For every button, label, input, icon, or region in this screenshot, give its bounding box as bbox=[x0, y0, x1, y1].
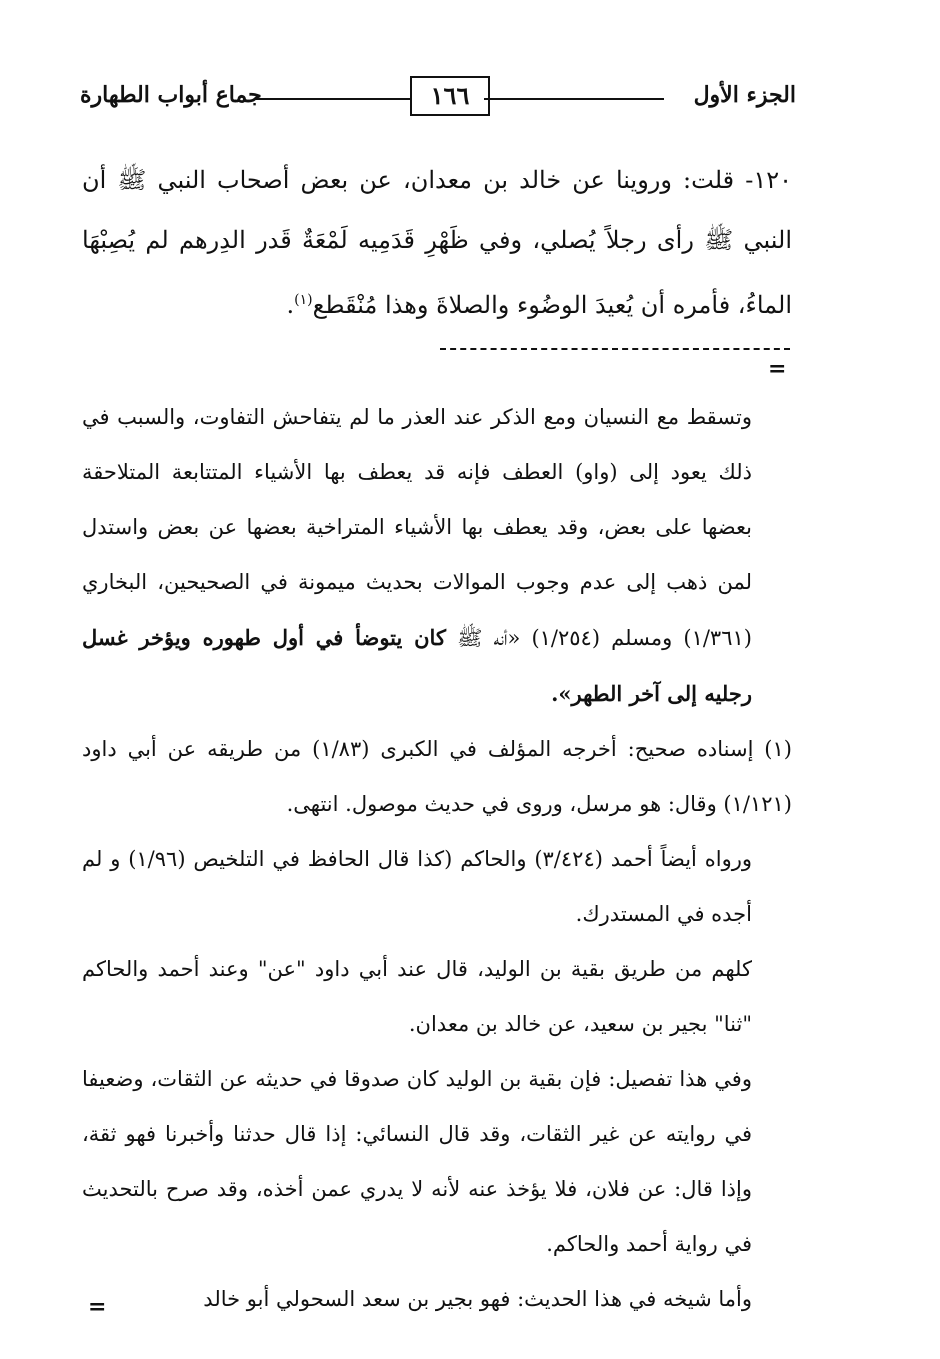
continuation-mark-bottom: = bbox=[88, 1294, 107, 1320]
hadith-text: ١٢٠- قلت: وروينا عن خالد بن معدان، عن بعض أصحاب النبي ﷺ أن النبي ﷺ رأى رجلاً يُصلي، وفي ظَهْرِ قَدَمِيه لَمْعَةٌ قَدر الدِرهم لم يُصِبْهَا الماءُ، فأمره أن يُعيدَ الوضُوء والصلاةَ وهذا مُنْقَطع bbox=[82, 166, 792, 319]
continued-note-bold: كان يتوضأ في أول طهوره ويؤخر غسل رجليه إلى آخر الطهر». bbox=[82, 625, 752, 706]
footnote-1-line-1: (١) إسناده صحيح: أخرجه المؤلف في الكبرى (١/٨٣) من طريقه عن أبي داود (١/١٢١) وقال: هو مرسل، وروى في حديث موصول. انتهى. bbox=[82, 737, 792, 816]
page-number: ١٦٦ bbox=[410, 76, 490, 116]
book-part-label: الجزء الأول bbox=[693, 82, 796, 108]
footnote-reference: (١) bbox=[294, 292, 313, 308]
footnote-1-line-5: وأما شيخه في هذا الحديث: فهو بجير بن سعد السحولي أبو خالد bbox=[203, 1287, 752, 1311]
footnotes bbox=[82, 390, 792, 1327]
footnote-1-line-4: وفي هذا تفصيل: فإن بقية بن الوليد كان صدوقا في حديثه عن الثقات، وضعيفا في روايته عن غير الثقات، وقد قال النسائي: إذا قال حدثنا وأخبرنا فهو ثقة، وإذا قال: عن فلان، فلا يؤخذ عنه لأنه لا يدري عمن أخذه، وقد صرح بالتحديث في رواية أحمد والحاكم. bbox=[82, 1067, 752, 1256]
footnote-1-line-2: ورواه أيضاً أحمد (٣/٤٢٤) والحاكم (كذا قال الحافظ في التلخيص (١/٩٦) و لم أجده في المستدرك. bbox=[82, 847, 752, 926]
chapter-title: جماع أبواب الطهارة bbox=[80, 82, 262, 108]
continued-note-text: وتسقط مع النسيان ومع الذكر عند العذر ما لم يتفاحش التفاوت، والسبب في ذلك يعود إلى (واو) العطف فإنه قد يعطف بها الأشياء المتتابعة المتلاحقة بعضها على بعض، وقد يعطف بها الأشياء المتراخية بعضها عن بعض واستدل لمن ذهب إلى عدم وجوب الموالات بحديث ميمونة في الصحيحين، البخاري (١/٣٦١) ومسلم (١/٢٥٤) «أنه ﷺ bbox=[82, 405, 752, 650]
hadith-paragraph: ١٢٠- قلت: وروينا عن خالد بن معدان، عن بعض أصحاب النبي ﷺ أن النبي ﷺ رأى رجلاً يُصلي، وفي ظَهْرِ قَدَمِيه لَمْعَةٌ قَدر الدِرهم لم يُصِبْهَا الماءُ، فأمره أن يُعيدَ الوضُوء والصلاةَ وهذا مُنْقَطع$^{(١)}$. bbox=[82, 166, 792, 319]
header-rule-right bbox=[484, 98, 664, 100]
footnote-1-line-3: كلهم من طريق بقية بن الوليد، قال عند أبي داود "عن" وعند أحمد والحاكم "ثنا" بجير بن سعيد، عن خالد بن معدان. bbox=[82, 957, 752, 1036]
continued-note bbox=[82, 390, 792, 722]
header-rule-left bbox=[255, 98, 410, 100]
footnote-separator bbox=[440, 348, 790, 350]
page-header bbox=[80, 74, 796, 122]
continuation-mark-top: = bbox=[768, 356, 787, 382]
main-text bbox=[82, 150, 792, 335]
